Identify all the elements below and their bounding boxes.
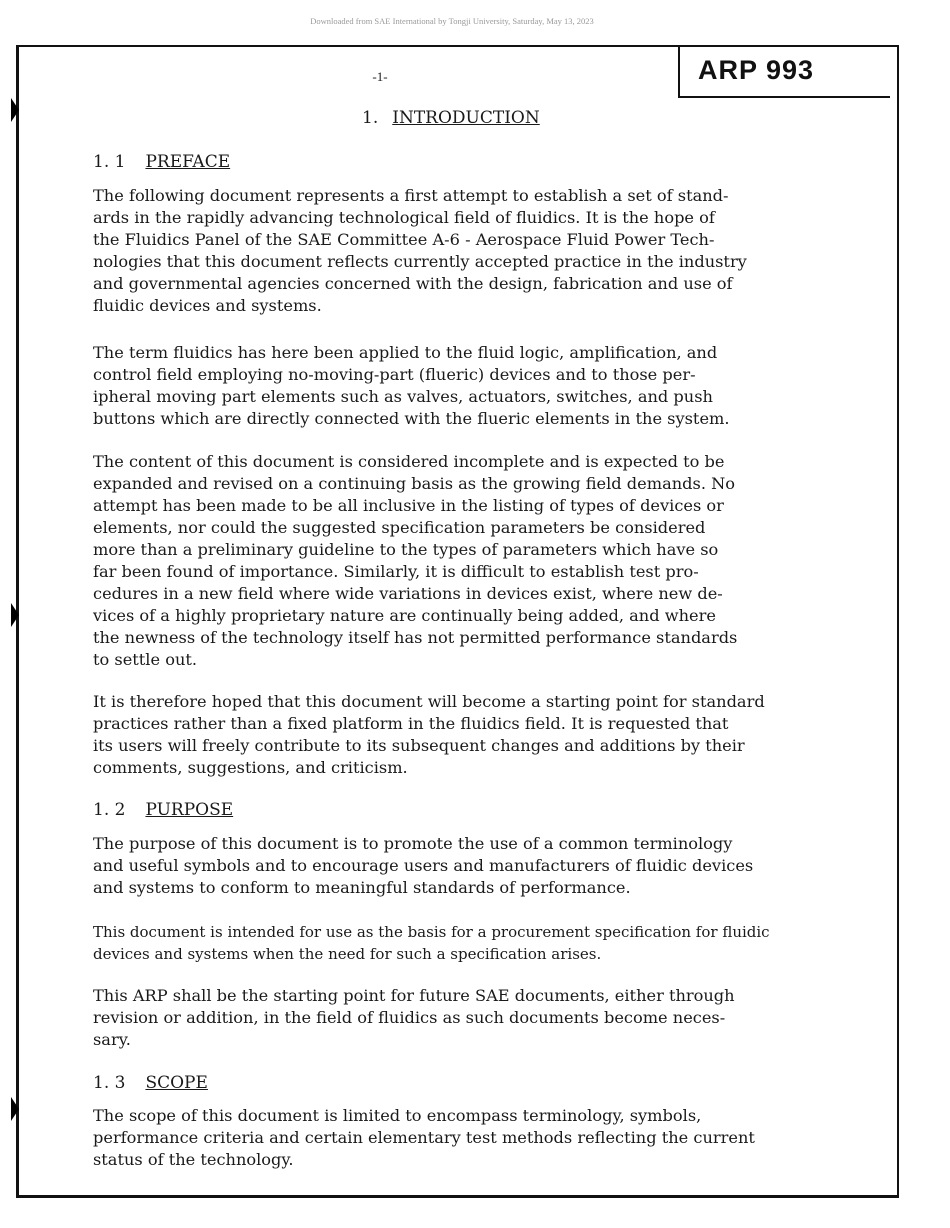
text-line: the Fluidics Panel of the SAE Committee A-6 - Aerospace Fluid Power Tech- [93, 230, 715, 249]
text-line: revision or addition, in the field of fluidics as such documents become neces- [93, 1008, 726, 1027]
text-line: practices rather than a fixed platform in the fluidics field. It is requested that [93, 714, 729, 733]
text-line: devices and systems when the need for such a specification arises. [93, 945, 602, 963]
margin-marker-icon [11, 1097, 19, 1121]
text-line: This ARP shall be the starting point for future SAE documents, either through [93, 986, 735, 1005]
text-line: This document is intended for use as the basis for a procurement specification for fluidic [93, 923, 770, 941]
text-line: control field employing no-moving-part (flueric) devices and to those per- [93, 365, 696, 384]
text-line: and governmental agencies concerned with the design, fabrication and use of [93, 274, 733, 293]
text-line: vices of a highly proprietary nature are continually being added, and where [93, 606, 716, 625]
text-line: more than a preliminary guideline to the types of parameters which have so [93, 540, 719, 559]
text-line: The following document represents a first attempt to establish a set of stand- [93, 186, 729, 205]
margin-marker-icon [11, 98, 19, 122]
text-line: and useful symbols and to encourage users and manufacturers of fluidic devices [93, 856, 754, 875]
text-line: nologies that this document reflects currently accepted practice in the industry [93, 252, 747, 271]
download-watermark: Downloaded from SAE International by Tongji University, Saturday, May 13, 2023 [310, 16, 594, 26]
text-line: far been found of importance. Similarly, it is difficult to establish test pro- [93, 562, 699, 581]
text-line: comments, suggestions, and criticism. [93, 758, 408, 777]
subsection-title: PREFACE [145, 152, 231, 172]
page-number: -1- [372, 69, 388, 84]
text-line: sary. [93, 1030, 131, 1049]
subsection-title: SCOPE [145, 1073, 208, 1093]
text-line: The purpose of this document is to promote the use of a common terminology [93, 834, 733, 853]
section-title-text: INTRODUCTION [392, 108, 540, 128]
paragraph [93, 833, 753, 899]
paragraph [93, 691, 765, 779]
text-line: the newness of the technology itself has not permitted performance standards [93, 628, 738, 647]
doc-id-box [678, 45, 890, 98]
paragraph [93, 451, 737, 671]
subsection-heading-scope [93, 1073, 208, 1093]
text-line: and systems to conform to meaningful standards of performance. [93, 878, 631, 897]
text-line: expanded and revised on a continuing basis as the growing field demands. No [93, 474, 736, 493]
paragraph [93, 921, 770, 965]
text-line: attempt has been made to be all inclusive in the listing of types of devices or [93, 496, 724, 515]
text-line: ipheral moving part elements such as valves, actuators, switches, and push [93, 387, 713, 406]
doc-id: ARP 993 [698, 55, 815, 85]
subsection-number: 1. 2 [93, 800, 126, 820]
subsection-heading-purpose [93, 800, 233, 820]
margin-marker-icon [11, 603, 19, 627]
text-line: buttons which are directly connected with the flueric elements in the system. [93, 409, 730, 428]
paragraph [93, 1105, 755, 1171]
section-title-number: 1. [362, 108, 379, 128]
paragraph [93, 342, 730, 430]
text-line: fluidic devices and systems. [93, 296, 322, 315]
text-line: to settle out. [93, 650, 198, 669]
subsection-title: PURPOSE [145, 800, 234, 820]
text-line: ards in the rapidly advancing technological field of fluidics. It is the hope of [93, 208, 715, 227]
subsection-number: 1. 3 [93, 1073, 126, 1093]
subsection-number: 1. 1 [93, 152, 126, 172]
paragraph [93, 985, 735, 1051]
text-line: status of the technology. [93, 1150, 294, 1169]
text-line: its users will freely contribute to its subsequent changes and additions by their [93, 736, 745, 755]
subsection-heading-preface [93, 152, 230, 172]
text-line: The scope of this document is limited to encompass terminology, symbols, [93, 1106, 702, 1125]
text-line: cedures in a new field where wide variations in devices exist, where new de- [93, 584, 723, 603]
text-line: The term fluidics has here been applied to the fluid logic, amplification, and [93, 343, 718, 362]
text-line: performance criteria and certain elementary test methods reflecting the current [93, 1128, 755, 1147]
paragraph [93, 185, 747, 317]
text-line: elements, nor could the suggested specification parameters be considered [93, 518, 706, 537]
section-title [362, 108, 540, 128]
text-line: It is therefore hoped that this document will become a starting point for standard [93, 692, 765, 711]
text-line: The content of this document is considered incomplete and is expected to be [93, 452, 725, 471]
